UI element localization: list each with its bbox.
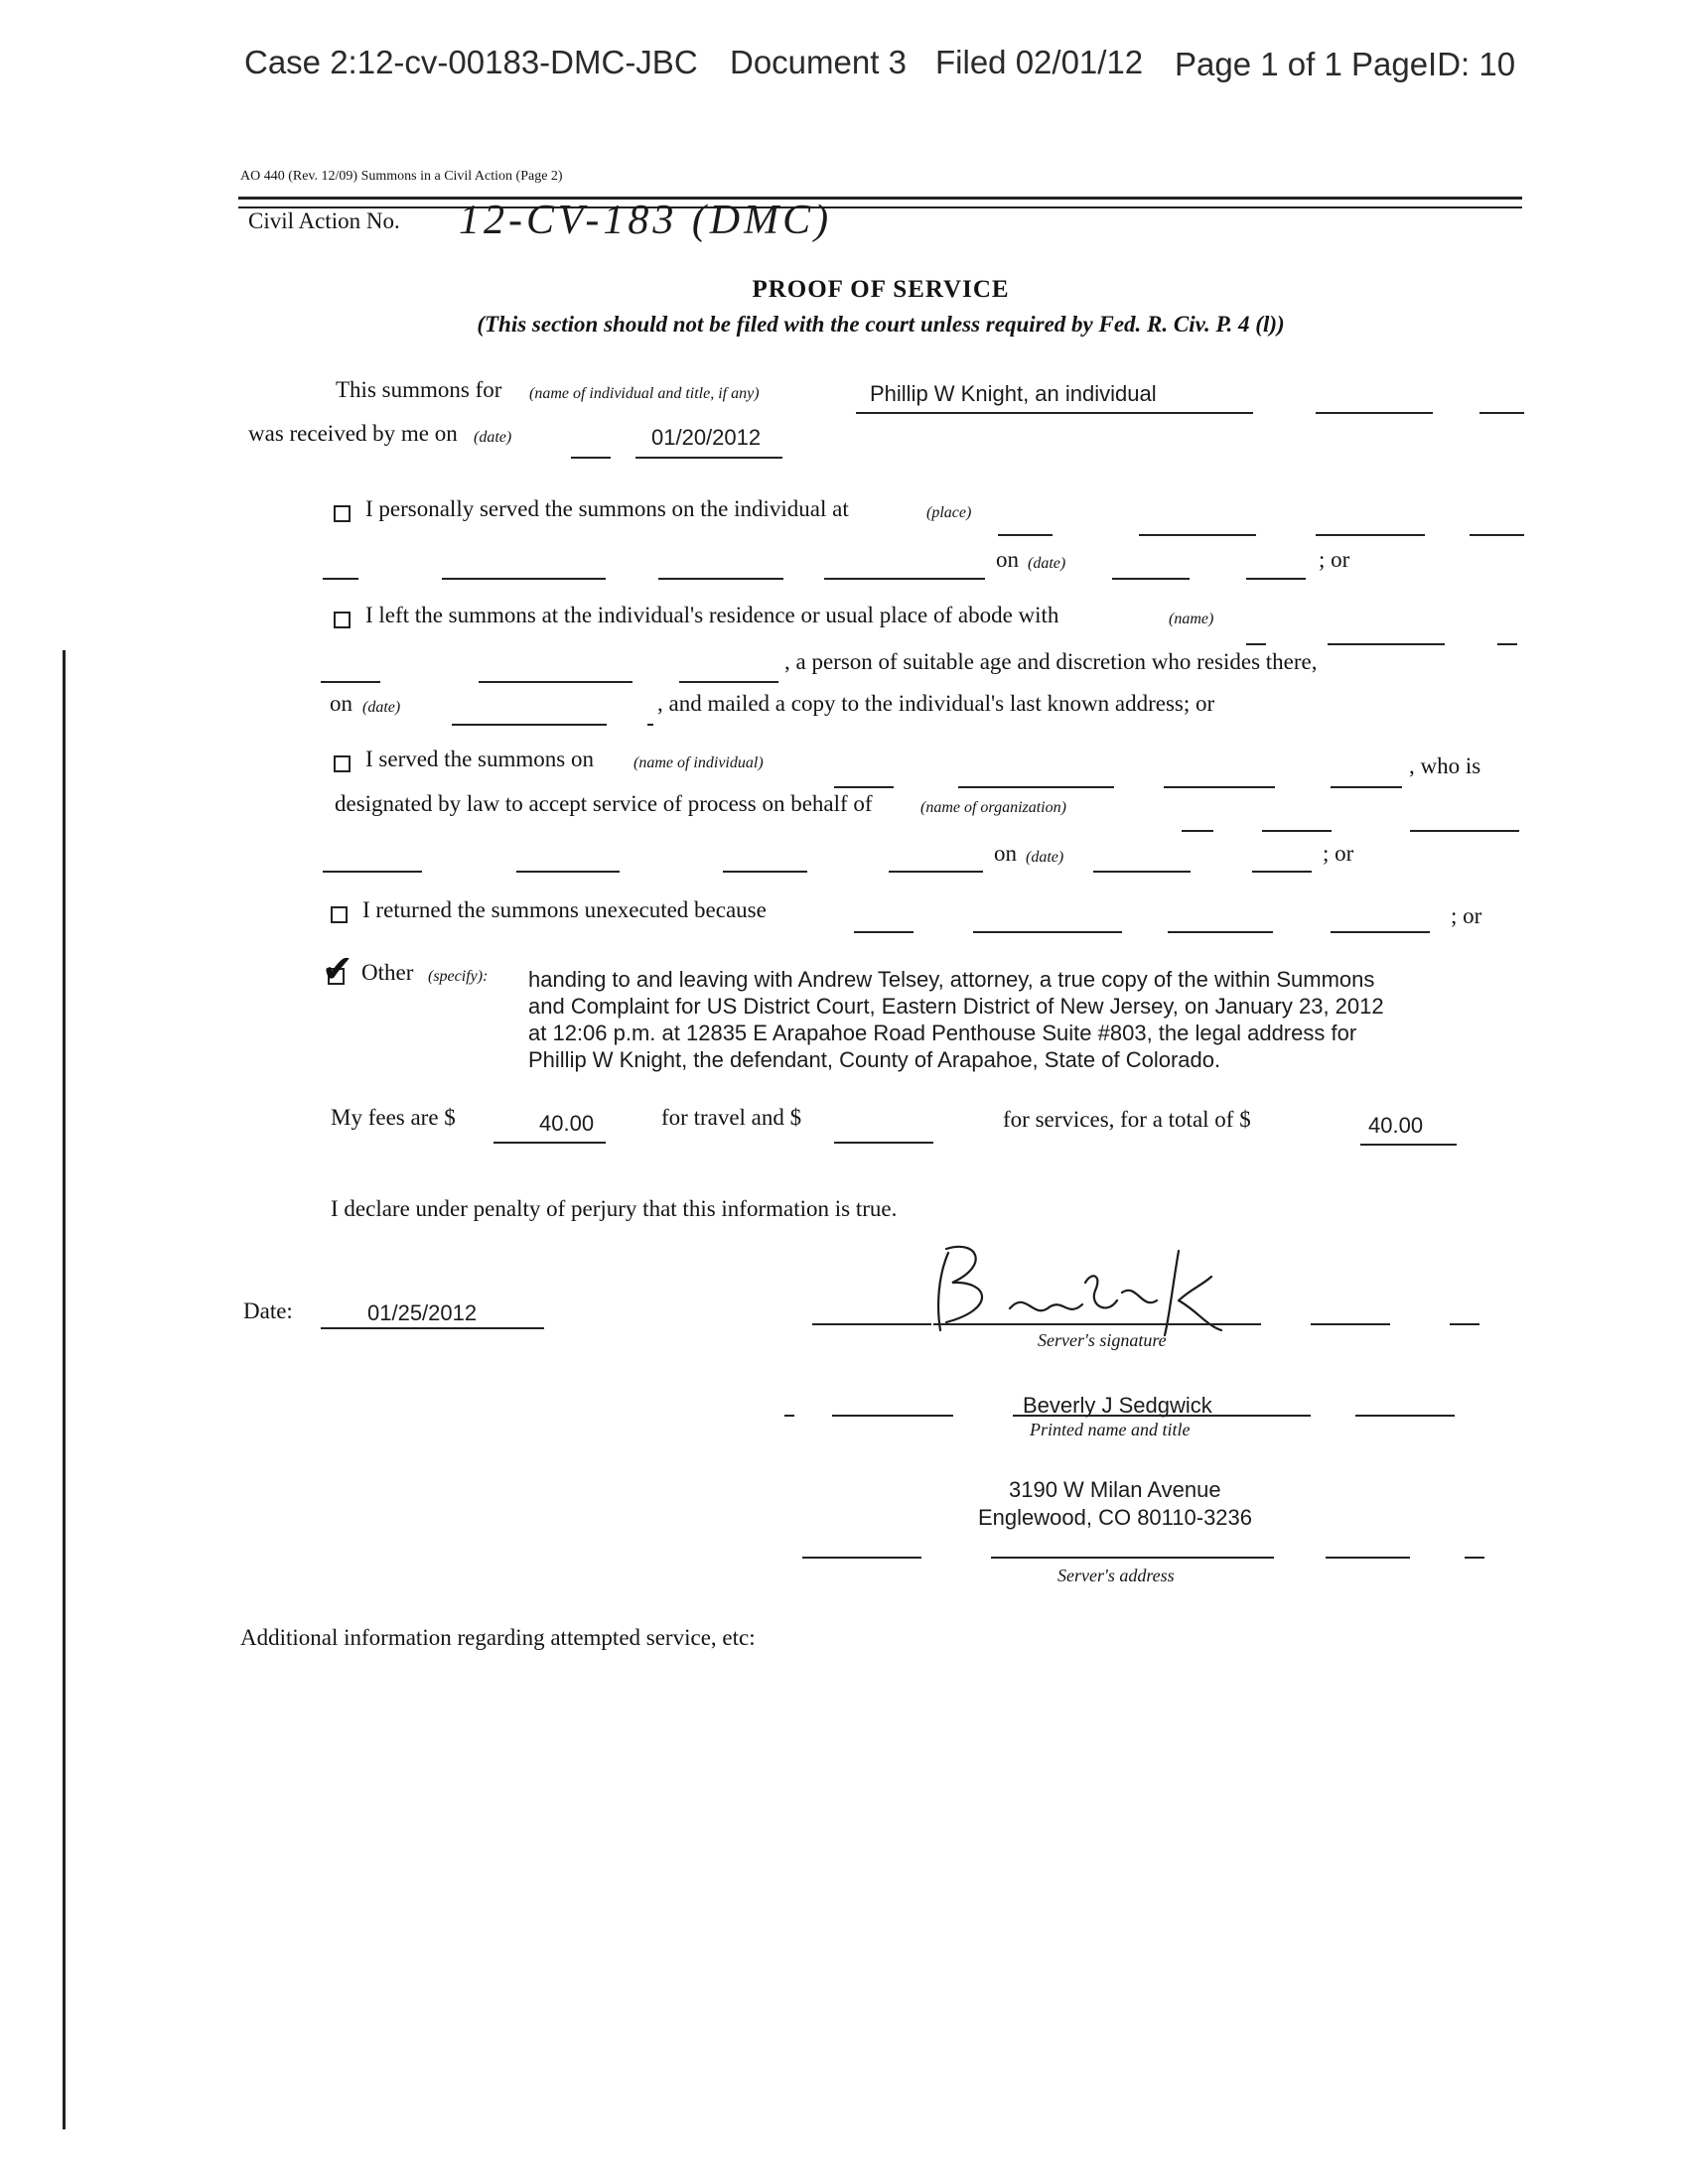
received-date-line — [635, 457, 782, 459]
header-filed-date: Filed 02/01/12 — [935, 44, 1144, 80]
personal-service-checkbox[interactable] — [334, 505, 351, 522]
served-on-on-label: on — [994, 841, 1017, 866]
received-date: 01/20/2012 — [651, 425, 762, 450]
fees-services-line — [834, 1142, 933, 1144]
other-label: Other — [361, 960, 414, 985]
other-detail-line-4: Phillip W Knight, the defendant, County of Arapahoe, State of Colorado. — [528, 1047, 1221, 1072]
declaration-text: I declare under penalty of perjury that this information is true. — [331, 1196, 898, 1221]
checkmark-icon: ✔ — [322, 949, 353, 991]
header-document: Document 3 — [730, 44, 907, 80]
header-rule-top — [238, 197, 1522, 200]
residence-on-label: on — [330, 691, 352, 716]
residence-date-hint: (date) — [362, 699, 401, 716]
date-line — [321, 1327, 544, 1329]
server-signature-line — [933, 1323, 1261, 1325]
personal-place-hint: (place) — [926, 504, 972, 521]
civil-action-label: Civil Action No. — [248, 208, 400, 233]
civil-action-number: 12-CV-183 (DMC) — [459, 198, 833, 243]
header-rule-bottom — [238, 206, 1522, 208]
returned-or: ; or — [1451, 903, 1482, 928]
printed-name-line — [1013, 1415, 1311, 1417]
personal-service-label: I personally served the summons on the individual at — [365, 496, 849, 521]
server-address-line-1: 3190 W Milan Avenue — [1009, 1477, 1221, 1502]
fees-travel-line — [493, 1142, 606, 1144]
personal-date-hint: (date) — [1028, 555, 1066, 572]
other-hint: (specify): — [428, 968, 489, 985]
summons-for-line — [856, 412, 1253, 414]
returned-label: I returned the summons unexecuted because — [362, 897, 767, 922]
served-date-hint: (date) — [1026, 849, 1064, 866]
personal-on-label: on — [996, 547, 1019, 572]
served-designated-text: designated by law to accept service of process on behalf of — [335, 791, 873, 816]
server-address-line — [991, 1557, 1274, 1559]
fees-total-value: 40.00 — [1368, 1113, 1424, 1138]
server-signature-label: Server's signature — [1038, 1330, 1167, 1350]
received-hint: (date) — [474, 429, 512, 446]
form-code: AO 440 (Rev. 12/09) Summons in a Civil Action (Page 2) — [240, 169, 563, 184]
other-detail-line-2: and Complaint for US District Court, Eastern District of New Jersey, on January 23, 2012 — [528, 994, 1384, 1019]
fees-travel-value: 40.00 — [539, 1111, 595, 1136]
date-value: 01/25/2012 — [367, 1300, 478, 1325]
scan-margin-bar — [63, 650, 66, 2129]
served-on-label: I served the summons on — [365, 747, 594, 771]
form-title: PROOF OF SERVICE — [752, 276, 1010, 303]
received-label: was received by me on — [248, 421, 458, 446]
fees-label: My fees are $ — [331, 1105, 456, 1130]
served-on-checkbox[interactable] — [334, 755, 351, 772]
residence-label: I left the summons at the individual's residence or usual place of abode with — [365, 603, 1059, 627]
residence-continuation: , a person of suitable age and discretion who resides there, — [784, 649, 1318, 674]
header-case-number: Case 2:12-cv-00183-DMC-JBC — [244, 44, 698, 80]
summons-for-label: This summons for — [336, 377, 502, 402]
residence-checkbox[interactable] — [334, 612, 351, 628]
other-detail-line-1: handing to and leaving with Andrew Telsey, attorney, a true copy of the within Summons — [528, 967, 1375, 992]
fees-travel-label: for travel and $ — [661, 1105, 802, 1130]
other-detail-line-3: at 12:06 p.m. at 12835 E Arapahoe Road Penthouse Suite #803, the legal address for — [528, 1021, 1357, 1045]
header-page-id: Page 1 of 1 PageID: 10 — [1175, 46, 1516, 82]
date-label: Date: — [243, 1298, 293, 1323]
served-org-hint: (name of organization) — [920, 799, 1066, 816]
served-or: ; or — [1323, 841, 1354, 866]
summons-for-value: Phillip W Knight, an individual — [870, 381, 1157, 406]
fees-total-line — [1360, 1144, 1457, 1146]
server-address-line-2: Englewood, CO 80110-3236 — [978, 1505, 1253, 1530]
served-who-is: , who is — [1409, 753, 1481, 778]
printed-name-label: Printed name and title — [1030, 1420, 1191, 1439]
served-on-hint: (name of individual) — [633, 754, 764, 771]
form-subtitle: (This section should not be filed with the court unless required by Fed. R. Civ. P. 4 (l)) — [477, 312, 1285, 337]
summons-for-hint: (name of individual and title, if any) — [529, 385, 760, 402]
printed-name-value: Beverly J Sedgwick — [1023, 1393, 1212, 1418]
fees-services-label: for services, for a total of $ — [1003, 1107, 1251, 1132]
additional-info-label: Additional information regarding attempted service, etc: — [240, 1625, 756, 1650]
server-address-label: Server's address — [1057, 1566, 1175, 1585]
personal-or: ; or — [1319, 547, 1350, 572]
residence-name-hint: (name) — [1169, 611, 1214, 627]
residence-mailed-text: , and mailed a copy to the individual's last known address; or — [657, 691, 1215, 716]
returned-checkbox[interactable] — [331, 906, 348, 923]
